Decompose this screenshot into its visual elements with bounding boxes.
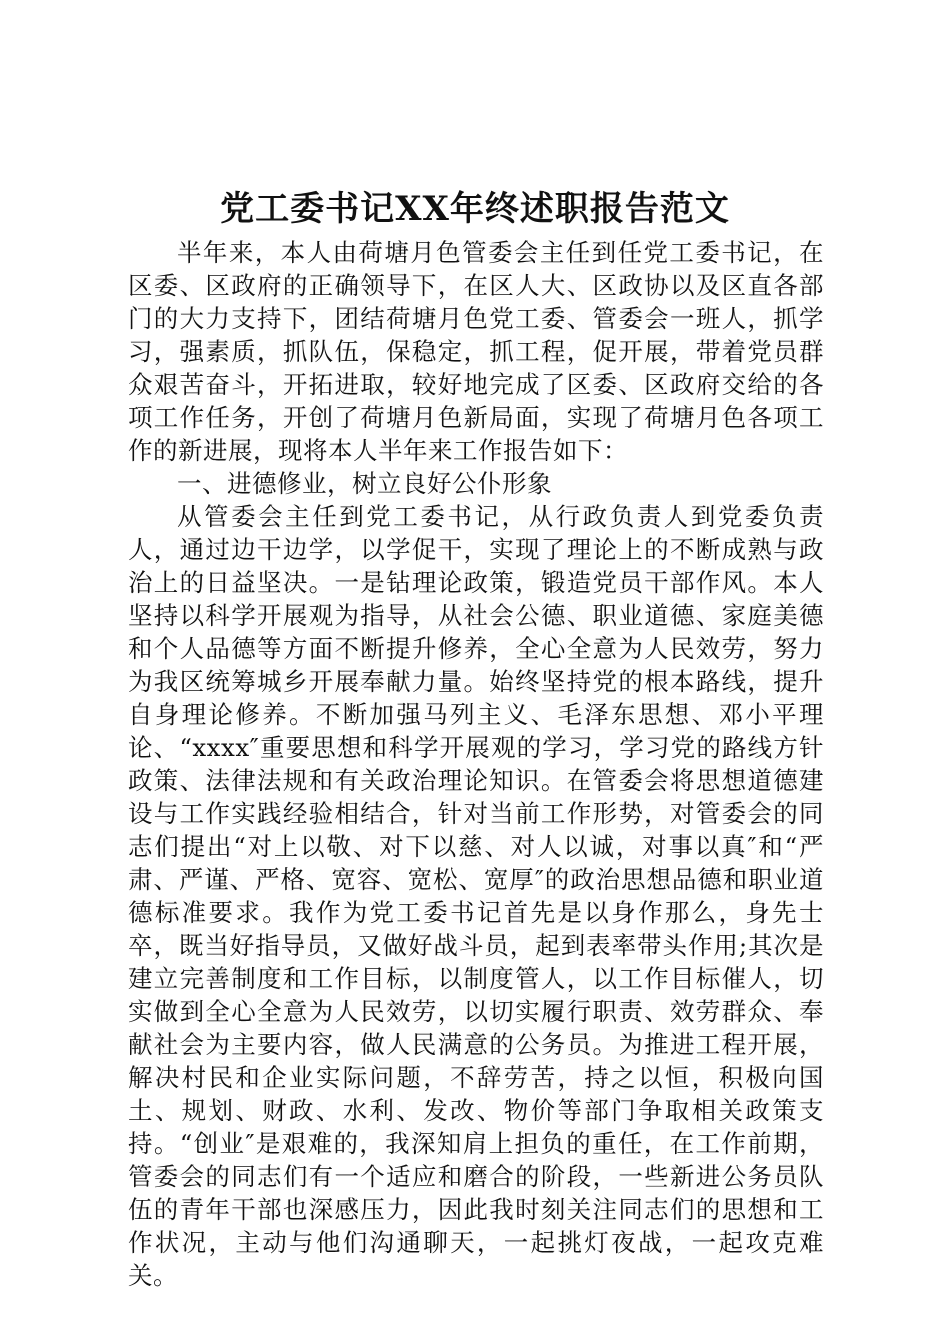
body-paragraph: 从管委会主任到党工委书记，从行政负责人到党委负责人，通过边干边学，以学促干，实现了理论上的不断成熟与政治上的日益坚决。一是钻理论政策，锻造党员干部作风。本人坚持以科学开展观为指导，从社会公德、职业道德、家庭美德和个人品德等方面不断提升修养，全心全意为人民效劳，努力为我区统筹城乡开展奉献力量。始终坚持党的根本路线，提升自身理论修养。不断加强马列主义、毛泽东思想、邓小平理论、“xxxx″重要思想和科学开展观的学习，学习党的路线方针政策、法律法规和有关政治理论知识。在管委会将思想道德建设与工作实践经验相结合，针对当前工作形势，对管委会的同志们提出“对上以敬、对下以慈、对人以诚，对事以真″和“严肃、严谨、严格、宽容、宽松、宽厚″的政治思想品德和职业道德标准要求。我作为党工委书记首先是以身作那么，身先士卒，既当好指导员，又做好战斗员，起到表率带头作用;其次是建立完善制度和工作目标，以制度管人，以工作目标催人，切实做到全心全意为人民效劳，以切实履行职责、效劳群众、奉献社会为主要内容，做人民满意的公务员。为推进工程开展，解决村民和企业实际问题，不辞劳苦，持之以恒，积极向国土、规划、财政、水利、发改、物价等部门争取相关政策支持。“创业″是艰难的，我深知肩上担负的重任，在工作前期，管委会的同志们有一个适应和磨合的阶段，一些新进公务员队伍的青年干部也深感压力，因此我时刻关注同志们的思想和工作状况，主动与他们沟通聊天，一起挑灯夜战，一起攻克难关。 <box>128 502 824 1290</box>
document-body <box>128 236 824 1292</box>
section-heading: 一、进德修业，树立良好公仆形象 <box>177 469 552 498</box>
intro-paragraph: 半年来，本人由荷塘月色管委会主任到任党工委书记，在区委、区政府的正确领导下，在区人大、区政协以及区直各部门的大力支持下，团结荷塘月色党工委、管委会一班人，抓学习，强素质，抓队伍，保稳定，抓工程，促开展，带着党员群众艰苦奋斗，开拓进取，较好地完成了区委、区政府交给的各项工作任务，开创了荷塘月色新局面，实现了荷塘月色各项工作的新进展，现将本人半年来工作报告如下： <box>128 238 824 465</box>
document-title: 党工委书记XX年终述职报告范文 <box>220 189 730 229</box>
